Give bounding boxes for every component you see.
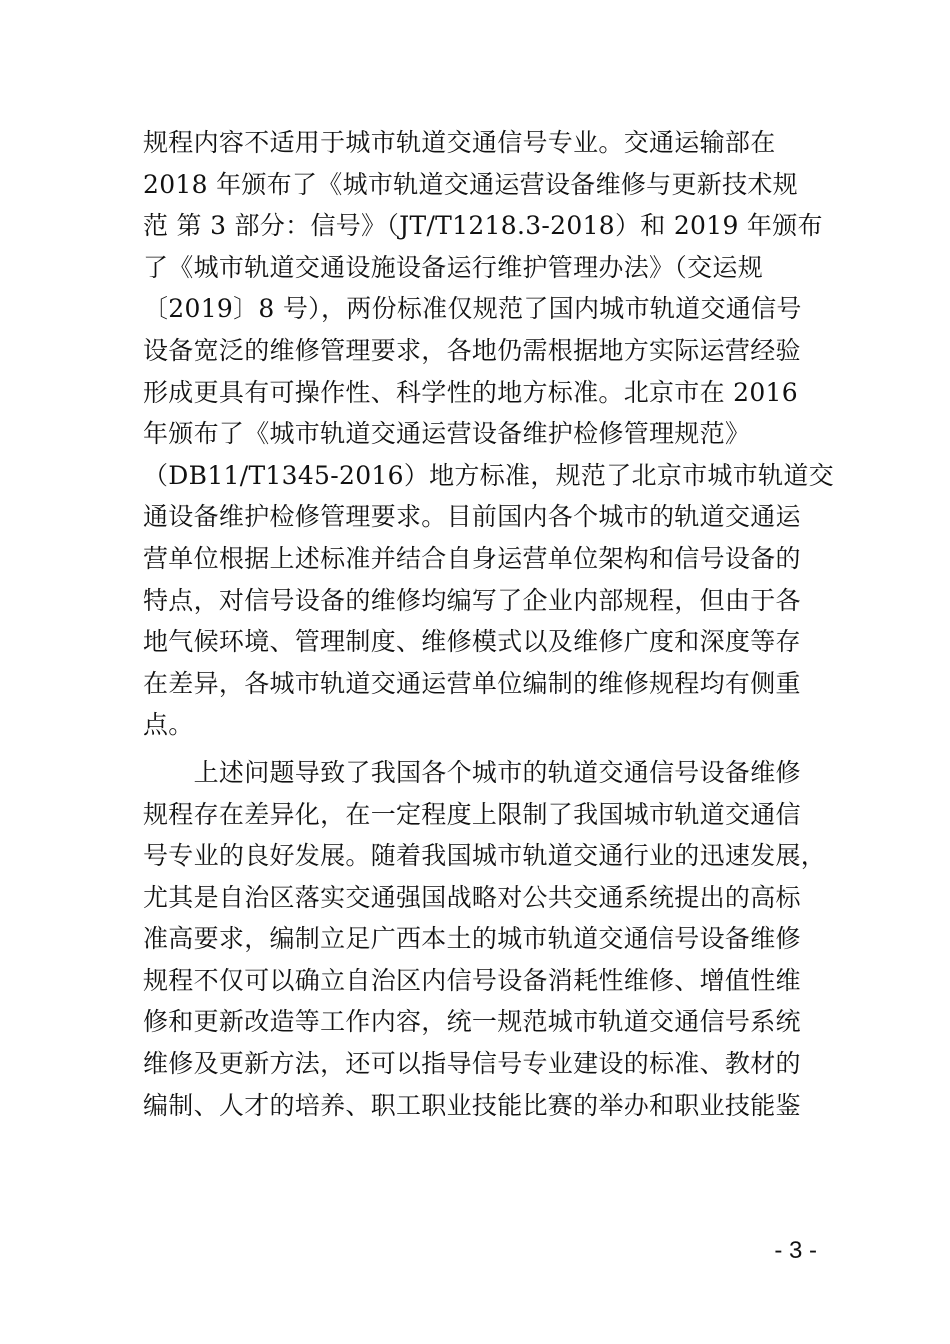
text-line: 规程存在差异化，在一定程度上限制了我国城市轨道交通信 [143,799,801,829]
text-line: 年颁布了《城市轨道交通运营设备维护检修管理规范》 [143,419,751,449]
paragraph-2 [143,752,827,1126]
text-line: 形成更具有可操作性、科学性的地方标准。北京市在 2016 [143,377,798,407]
text-line: 上述问题导致了我国各个城市的轨道交通信号设备维修 [143,757,801,787]
text-line: 编制、人才的培养、职工职业技能比赛的举办和职业技能鉴 [143,1090,801,1120]
body-text [143,122,834,1126]
text-line: 通设备维护检修管理要求。目前国内各个城市的轨道交通运 [143,502,801,532]
text-line: 了《城市轨道交通设施设备运行维护管理办法》（交运规 [143,252,764,282]
text-line: 范 第 3 部分：信号》（JT/T1218.3-2018）和 2019 年颁布 [143,211,823,241]
text-line: 准高要求，编制立足广西本土的城市轨道交通信号设备维修 [143,924,801,954]
text-line: 在差异，各城市轨道交通运营单位编制的维修规程均有侧重 [143,668,801,698]
text-line: 规程内容不适用于城市轨道交通信号专业。交通运输部在 [143,128,776,157]
text-line: 规程不仅可以确立自治区内信号设备消耗性维修、增值性维 [143,965,801,995]
text-line: 2018 年颁布了《城市轨道交通运营设备维修与更新技术规 [143,169,798,199]
text-line: 尤其是自治区落实交通强国战略对公共交通系统提出的高标 [143,882,801,912]
text-line: 维修及更新方法，还可以指导信号专业建设的标准、教材的 [143,1049,801,1079]
text-line: （DB11/T1345-2016）地方标准，规范了北京市城市轨道交 [143,460,834,490]
text-line: 号专业的良好发展。随着我国城市轨道交通行业的迅速发展， [143,841,827,871]
text-line: 特点，对信号设备的维修均编写了企业内部规程，但由于各 [143,585,801,615]
text-line: 〔2019〕8 号），两份标准仅规范了国内城市轨道交通信号 [143,294,802,324]
text-line: 点。 [143,710,194,740]
text-line: 修和更新改造等工作内容，统一规范城市轨道交通信号系统 [143,1007,801,1037]
text-line: 地气候环境、管理制度、维修模式以及维修广度和深度等存 [143,627,801,657]
page-number: - 3 - [774,1237,817,1264]
paragraph-1 [143,122,834,746]
text-line: 营单位根据上述标准并结合自身运营单位架构和信号设备的 [143,543,801,573]
text-line: 设备宽泛的维修管理要求，各地仍需根据地方实际运营经验 [143,335,801,365]
